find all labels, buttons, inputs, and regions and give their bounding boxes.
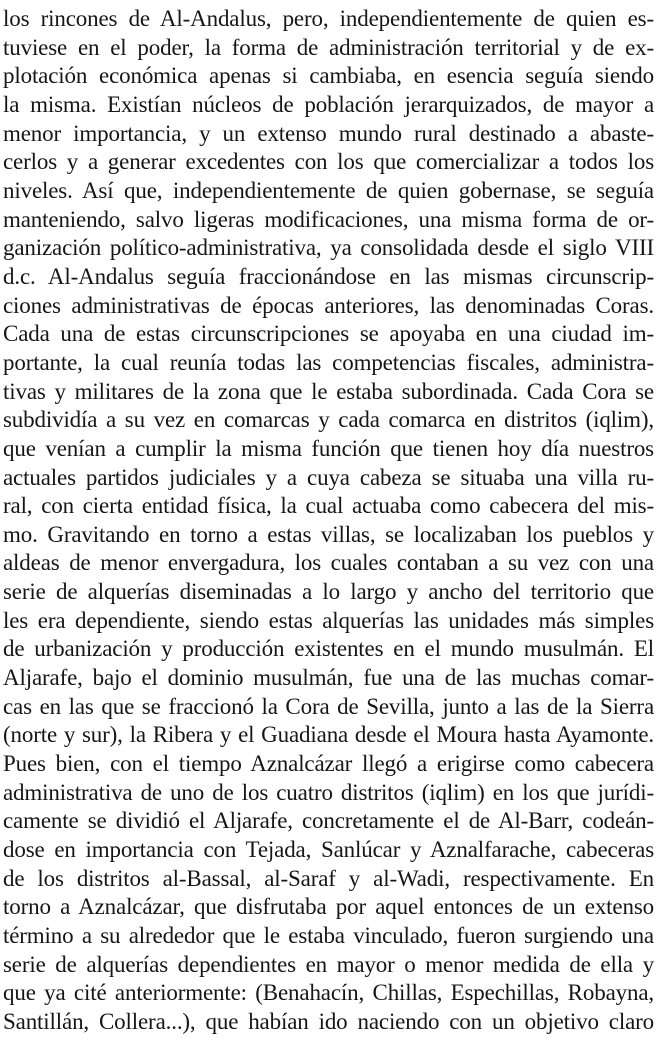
text-line: Aljarafe, bajo el dominio musulmán, fue una de las muchas comar- [3,665,654,691]
text-line: mo. Gravitando en torno a estas villas, se localizaban los pueblos y [3,521,654,547]
text-line: niveles. Así que, independientemente de quien gobernase, se seguía [3,177,654,203]
text-line: serie de alquerías dependientes en mayor o menor medida de ella y [3,951,654,977]
text-line: manteniendo, salvo ligeras modificaciones, una misma forma de or- [3,206,654,232]
text-line: ganización político-administrativa, ya consolidada desde el siglo VIII [3,235,654,261]
text-line: dose en importancia con Tejada, Sanlúcar y Aznalfarache, cabeceras [3,837,654,863]
text-line: cas en las que se fraccionó la Cora de Sevilla, junto a las de la Sierra [3,693,654,719]
text-line: que venían a cumplir la misma función que tienen hoy día nuestros [3,435,654,461]
text-line: de urbanización y producción existentes en el mundo musulmán. El [3,636,654,662]
text-line: ral, con cierta entidad física, la cual actuaba como cabecera del mis- [3,493,654,519]
text-line: administrativa de uno de los cuatro distritos (iqlim) en los que jurídi- [3,779,654,805]
text-line: Cada una de estas circunscripciones se apoyaba en una ciudad im- [3,321,654,347]
text-line: Santillán, Collera...), que habían ido naciendo con un objetivo claro [3,1008,654,1034]
text-line: plotación económica apenas si cambiaba, en esencia seguía siendo [3,63,654,89]
text-line: la misma. Existían núcleos de población jerarquizados, de mayor a [3,91,654,117]
text-line: actuales partidos judiciales y a cuya cabeza se situaba una villa ru- [3,464,654,490]
text-line: camente se dividió el Aljarafe, concretamente el de Al-Barr, codeán- [3,808,654,834]
text-line: subdividía a su vez en comarcas y cada comarca en distritos (iqlim), [3,407,654,433]
text-line: cerlos y a generar excedentes con los que comercializar a todos los [3,149,654,175]
text-line: aldeas de menor envergadura, los cuales contaban a su vez con una [3,550,654,576]
text-line: les era dependiente, siendo estas alquerías las unidades más simples [3,607,654,633]
text-line: los rincones de Al-Andalus, pero, independientemente de quien es- [3,6,654,31]
text-line: de los distritos al-Bassal, al-Saraf y al-Wadi, respectivamente. En [3,865,654,891]
text-line: término a su alrededor que le estaba vinculado, fueron surgiendo una [3,923,654,948]
text-line: serie de alquerías diseminadas a lo largo y ancho del territorio que [3,579,654,605]
text-line: torno a Aznalcázar, que disfrutaba por aquel entonces de un extenso [3,894,654,920]
text-line: portante, la cual reunía todas las competencias fiscales, administra- [3,349,654,375]
text-line: menor importancia, y un extenso mundo rural destinado a abaste- [3,120,654,146]
text-line: (norte y sur), la Ribera y el Guadiana desde el Moura hasta Ayamonte. [3,722,654,748]
text-line: Pues bien, con el tiempo Aznalcázar llegó a erigirse como cabecera [3,751,654,777]
text-line: tuviese en el poder, la forma de administración territorial y de ex- [3,34,654,60]
text-line: ciones administrativas de épocas anteriores, las denominadas Coras. [3,292,654,318]
body-text [3,5,654,1037]
text-line: d.c. Al-Andalus seguía fraccionándose en las mismas circunscrip- [3,263,654,289]
text-line: que ya cité anteriormente: (Benahacín, Chillas, Espechillas, Robayna, [3,980,654,1006]
text-line: tivas y militares de la zona que le estaba subordinada. Cada Cora se [3,378,654,404]
